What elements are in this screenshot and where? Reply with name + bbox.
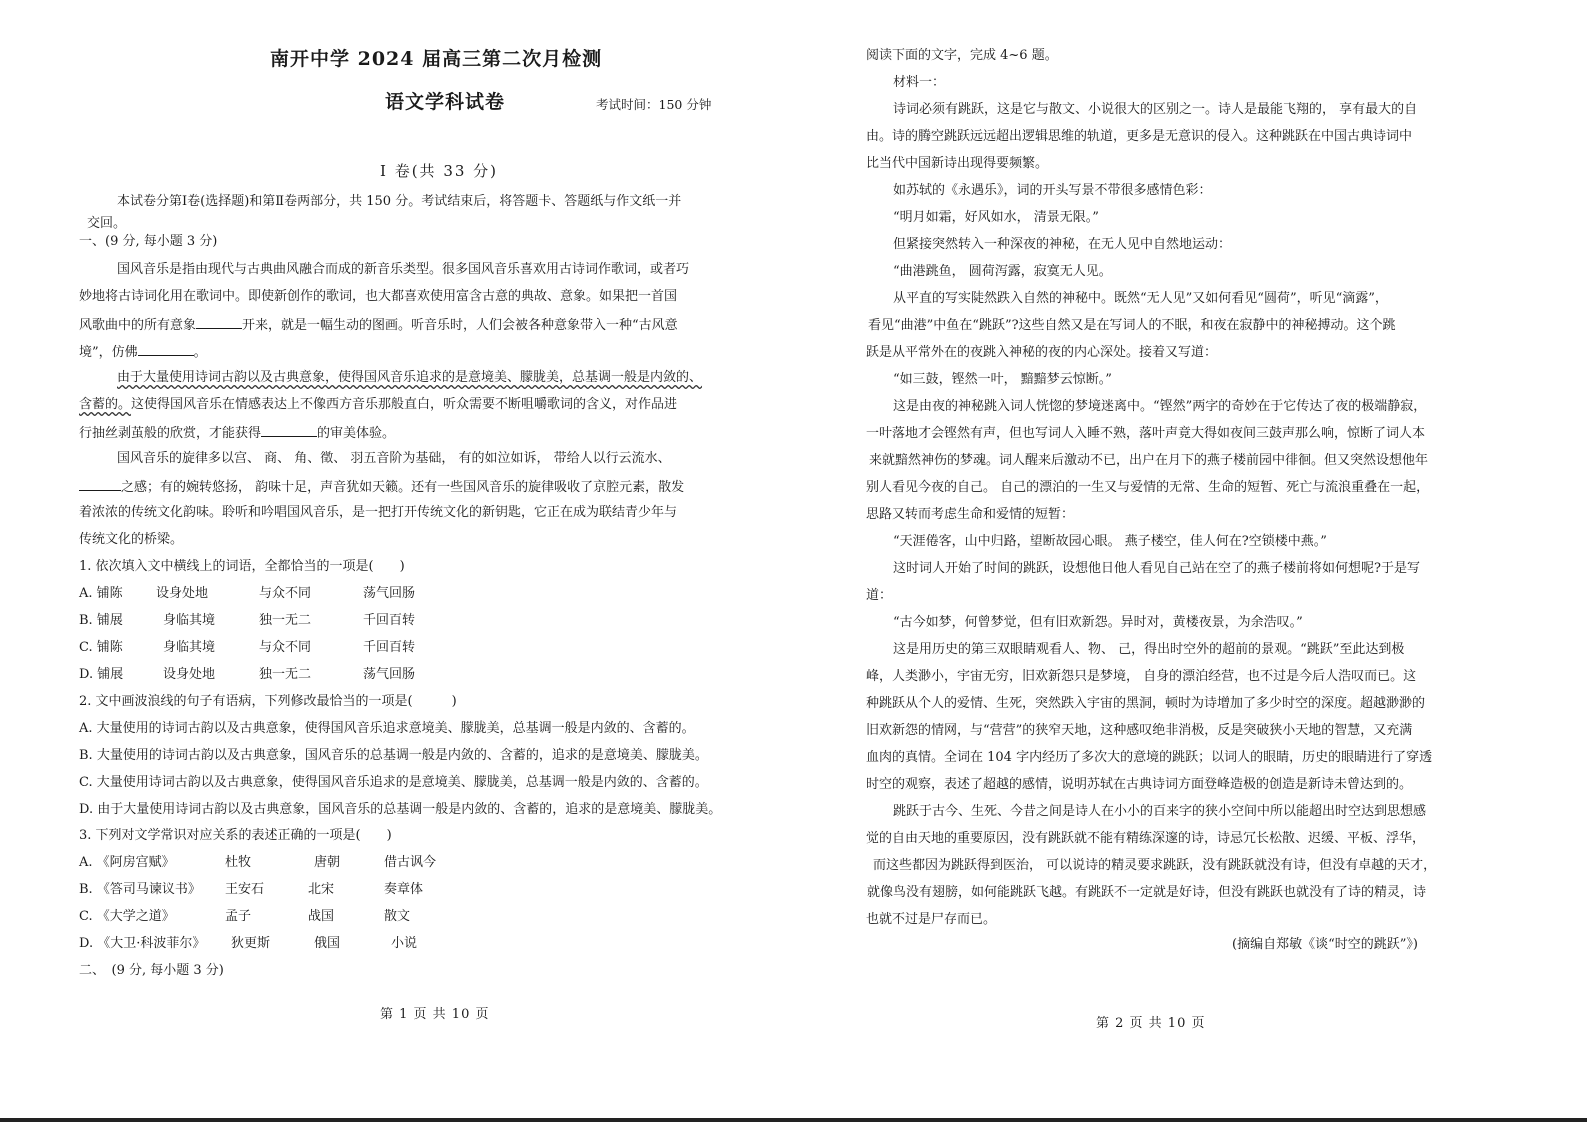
question-2: 2. 文中画波浪线的句子有语病，下列修改最恰当的一项是( ): [79, 694, 457, 709]
passage-line: 也就不过是尸存而已。: [866, 912, 997, 927]
passage-line: “天涯倦客，山中归路，望断故园心眼。 燕子楼空，佳人何在?空锁楼中燕。”: [893, 534, 1327, 549]
paragraph-line: 含蓄的。这使得国风音乐在情感表达上不像西方音乐那般直白，听众需要不断咀嚼歌词的含义，对作品进: [79, 397, 678, 412]
paragraph-line: 国风音乐是指由现代与古典曲风融合而成的新音乐类型。很多国风音乐喜欢用古诗词作歌词，或者巧: [117, 262, 690, 277]
passage-line: 跃是从平常外在的夜跳入神秘的夜的内心深处。接着又写道：: [866, 345, 1218, 360]
passage-line: 血肉的真情。全词在 104 字内经历了多次大的意境的跳跃；以词人的眼睛，历史的眼睛进行了穿透: [866, 750, 1433, 765]
question-1: 1. 依次填入文中横线上的词语，全都恰当的一项是( ): [79, 559, 405, 574]
passage-line: 材料一：: [893, 75, 946, 90]
paragraph-line: 境”，仿佛 。: [79, 342, 207, 362]
passage-line: 一叶落地才会铿然有声，但也写词人入睡不熟，落叶声竟大得如夜间三鼓声那么响，惊断了词人本: [866, 426, 1426, 441]
q2-option: C. 大量使用诗词古韵以及古典意象，使得国风音乐追求的是意境美、朦胧美，总基调一般是内敛的、含蓄的。: [79, 775, 708, 790]
passage-line: “如三鼓，铿然一叶， 黯黯梦云惊断。”: [893, 372, 1112, 387]
passage-line: “古今如梦，何曾梦觉，但有旧欢新怨。异时对，黄楼夜景，为余浩叹。”: [893, 615, 1303, 630]
bottom-edge: [0, 1118, 1587, 1122]
paragraph-line: 风歌曲中的所有意象 开来，就是一幅生动的图画。听音乐时，人们会被各种意象带入一种“古风意: [79, 315, 678, 335]
passage-line: 从平直的写实陡然跌入自然的神秘中。既然“无人见”又如何看见“圆荷”，听见“滴露”，: [893, 291, 1388, 306]
intro-text: 本试卷分第Ⅰ卷(选择题)和第Ⅱ卷两部分，共 150 分。考试结束后，将答题卡、答题纸与作文纸一并: [117, 194, 682, 209]
wavy-sentence: 由于大量使用诗词古韵以及古典意象，使得国风音乐追求的是意境美、朦胧美，总基调一般是内敛的、: [117, 370, 703, 385]
section-title: Ⅰ 卷(共 33 分): [380, 162, 499, 180]
passage-line: 这是由夜的神秘跳入词人恍惚的梦境迷离中。“铿然”两字的奇妙在于它传达了夜的极端静寂，: [893, 399, 1427, 414]
part2-header: 二、 (9 分, 每小题 3 分): [79, 963, 224, 978]
passage-line: 阅读下面的文字，完成 4~6 题。: [866, 48, 1058, 63]
paragraph-line: 传统文化的桥梁。: [79, 532, 184, 547]
intro-text: 交回。: [87, 216, 127, 231]
exam-subtitle: 语文学科试卷: [385, 91, 506, 113]
q2-option: A. 大量使用的诗词古韵以及古典意象，使得国风音乐追求意境美、朦胧美，总基调一般是内敛的、含蓄的。: [79, 721, 695, 736]
paragraph-line: 行抽丝剥茧般的欣赏，才能获得 的审美体验。: [79, 423, 395, 443]
passage-line: 思路又转而考虑生命和爱情的短暂：: [866, 507, 1075, 522]
passage-line: 看见“曲港”中鱼在“跳跃”?这些自然又是在写词人的不眠，和夜在寂静中的神秘搏动。这个跳: [868, 318, 1396, 333]
passage-line: 道：: [866, 588, 893, 603]
passage-line: 但紧接突然转入一种深夜的神秘，在无人见中自然地运动：: [893, 237, 1232, 252]
passage-line: 来就黯然神伤的梦魂。词人醒来后激动不已，出户在月下的燕子楼前园中徘徊。但又突然设想他年: [869, 453, 1429, 468]
passage-line: “明月如霜，好风如水， 清景无限。”: [893, 210, 1099, 225]
passage-line: 如苏轼的《永遇乐》，词的开头写景不带很多感情色彩：: [893, 183, 1212, 198]
passage-line: 比当代中国新诗出现得要频繁。: [866, 156, 1049, 171]
exam-title: 南开中学 2024 届高三第二次月检测: [270, 48, 603, 70]
page-number: 第 2 页 共 10 页: [1096, 1016, 1206, 1031]
passage-line: 跳跃于古今、生死、今昔之间是诗人在小小的百来字的狭小空间中所以能超出时空达到思想感: [893, 804, 1427, 819]
part1-header: 一、(9 分, 每小题 3 分): [79, 234, 218, 249]
paragraph-line: 国风音乐的旋律多以宫、 商、 角、徵、 羽五音阶为基础， 有的如泣如诉， 带给人以行云流水、: [117, 451, 671, 466]
passage-line: 时空的观察，表述了超越的感情，说明苏轼在古典诗词方面登峰造极的创造是新诗未曾达到的。: [866, 777, 1413, 792]
page-1: 南开中学 2024 届高三第二次月检测 语文学科试卷 考试时间：150 分钟 Ⅰ 卷(共 33 分) 本试卷分第Ⅰ卷(选择题)和第Ⅱ卷两部分，共 150 分。考试结束后，将答题卡、答题纸与作文纸一并 交回。 一、(9 分, 每小题 3 分) 国风音乐是指由现代与古典曲风融合而成的新音乐类型。很多国风音乐喜欢用古诗词作歌词，或者巧 妙地将古诗词化用在歌词中。即使新创作的歌词，也大都喜欢使用富含古意的典故、意象。如果把一首国 风歌曲中的所有意象 开来，就是一幅生动的图画。听音乐时，人们会被各种意象带入一种“古风意 境”，仿佛 。 由于大量使用诗词古韵以及古典意象，使得国风音乐追求的是意境美、朦胧美，总基调一般是内敛的、 含蓄的。这使得国风音乐在情感表达上不像西方音乐那般直白，听众需要不断咀嚼歌词的含义，对作品进 行抽丝剥茧般的欣赏，才能获得 的审美体验。 国风音乐的旋律多以宫、 商、 角、徵、 羽五音阶为基础， 有的如泣如诉， 带给人以行云流水、 之感；有的婉转悠扬， 韵味十足，声音犹如天籁。还有一些国风音乐的旋律吸收了京腔元素，散发 着浓浓的传统文化韵味。聆听和吟唱国风音乐，是一把打开传统文化的新钥匙，它正在成为联结青少年与 传统文化的桥梁。 1. 依次填入文中横线上的词语，全都恰当的一项是( ) A. 铺陈 设身处地 与众不同 荡气回肠 B. 铺展 身临其境 独一无二 千回百转 C. 铺陈 身临其境 与众不同 千回百转 D. 铺展 设身处地 独一无二 荡气回肠 2. 文中画波浪线的句子有语病，下列修改最恰当的一项是( ) A. 大量使用的诗词古韵以及古典意象，使得国风音乐追求意境美、朦胧美，总基调一般是内敛的、含蓄的。 B. 大量使用的诗词古韵以及古典意象，国风音乐的总基调一般是内敛的、含蓄的，追求的是意境美、朦胧美。 C. 大量使用诗词古韵以及古典意象，使得国风音乐追求的是意境美、朦胧美，总基调一般是内敛的、含蓄的。 D. 由于大量使用诗词古韵以及古典意象，国风音乐的总基调一般是内敛的、含蓄的，追求的是意境美、朦胧美。 3. 下列对文学常识对应关系的表述正确的一项是( ) A. 《阿房宫赋》 杜牧 唐朝 借古讽今 B. 《答司马谏议书》 王安石 北宋 奏章体 C. 《大学之道》 孟子 战国 散文 D. 《大卫·科波菲尔》 狄更斯 俄国 小说 二、 (9 分, 每小题 3 分) 第 1 页 共 10 页: [79, 48, 722, 1022]
fill-blank: [79, 477, 121, 491]
passage-line: 这时词人开始了时间的跳跃，设想他日他人看见自己站在空了的燕子楼前将如何想呢?于是写: [893, 561, 1420, 576]
passage-line: 就像鸟没有翅膀，如何能跳跃飞越。有跳跃不一定就是好诗，但没有跳跃也就没有了诗的精灵，诗: [867, 885, 1427, 900]
passage-line: 种跳跃从个人的爱情、生死，突然跌入宇宙的黑洞，顿时为诗增加了多少时空的深度。超越渺渺的: [866, 696, 1426, 711]
q2-option: D. 由于大量使用诗词古韵以及古典意象，国风音乐的总基调一般是内敛的、含蓄的，追求的是意境美、朦胧美。: [79, 802, 722, 817]
fill-blank: [196, 315, 242, 329]
passage-line: 这是用历史的第三双眼睛观看人、物、 己，得出时空外的超前的景观。“跳跃”至此达到极: [893, 642, 1405, 657]
passage-line: 旧欢新怨的情网，与“营营”的狭窄天地，这种感叹绝非消极，反是突破狭小天地的智慧，又充满: [866, 723, 1413, 738]
passage-line: 诗词必须有跳跃，这是它与散文、小说很大的区别之一。诗人是最能飞翔的， 享有最大的自: [893, 102, 1418, 117]
passage-line: 由。诗的腾空跳跃远远超出逻辑思维的轨道，更多是无意识的侵入。这种跳跃在中国古典诗词中: [866, 129, 1413, 144]
exam-time: 考试时间：150 分钟: [596, 97, 712, 112]
page-2: [800, 0, 1587, 1122]
question-3: 3. 下列对文学常识对应关系的表述正确的一项是( ): [79, 828, 392, 843]
source-citation: (摘编自郑敏《谈“时空的跳跃”》): [1232, 937, 1418, 952]
paragraph-line: 着浓浓的传统文化韵味。聆听和吟唱国风音乐，是一把打开传统文化的新钥匙，它正在成为联结青少年与: [79, 505, 678, 520]
fill-blank: [261, 423, 317, 437]
passage-line: 别人看见今夜的自己。 自己的漂泊的一生又与爱情的无常、生命的短暂、死亡与流浪重叠在一起，: [866, 480, 1430, 495]
page-number: 第 1 页 共 10 页: [380, 1007, 490, 1022]
q2-option: B. 大量使用的诗词古韵以及古典意象，国风音乐的总基调一般是内敛的、含蓄的，追求的是意境美、朦胧美。: [79, 748, 708, 763]
passage-line: 觉的自由天地的重要原因，没有跳跃就不能有精练深邃的诗，诗忌冗长松散、迟缓、平板、浮华，: [866, 831, 1426, 846]
passage-line: 峰，人类渺小，宇宙无穷，旧欢新怨只是梦境， 自身的漂泊经营，也不过是今后人浩叹而已。这: [866, 669, 1417, 684]
passage-line: “曲港跳鱼， 圆荷泻露，寂寞无人见。: [893, 264, 1112, 279]
paragraph-line: 之感；有的婉转悠扬， 韵味十足，声音犹如天籁。还有一些国风音乐的旋律吸收了京腔元素，散发: [79, 477, 684, 497]
paragraph-line: 妙地将古诗词化用在歌词中。即使新创作的歌词，也大都喜欢使用富含古意的典故、意象。如果把一首国: [79, 289, 678, 304]
fill-blank: [138, 342, 194, 356]
passage-line: 而这些都因为跳跃得到医治， 可以说诗的精灵要求跳跃，没有跳跃就没有诗，但没有卓越的天才，: [873, 858, 1437, 873]
